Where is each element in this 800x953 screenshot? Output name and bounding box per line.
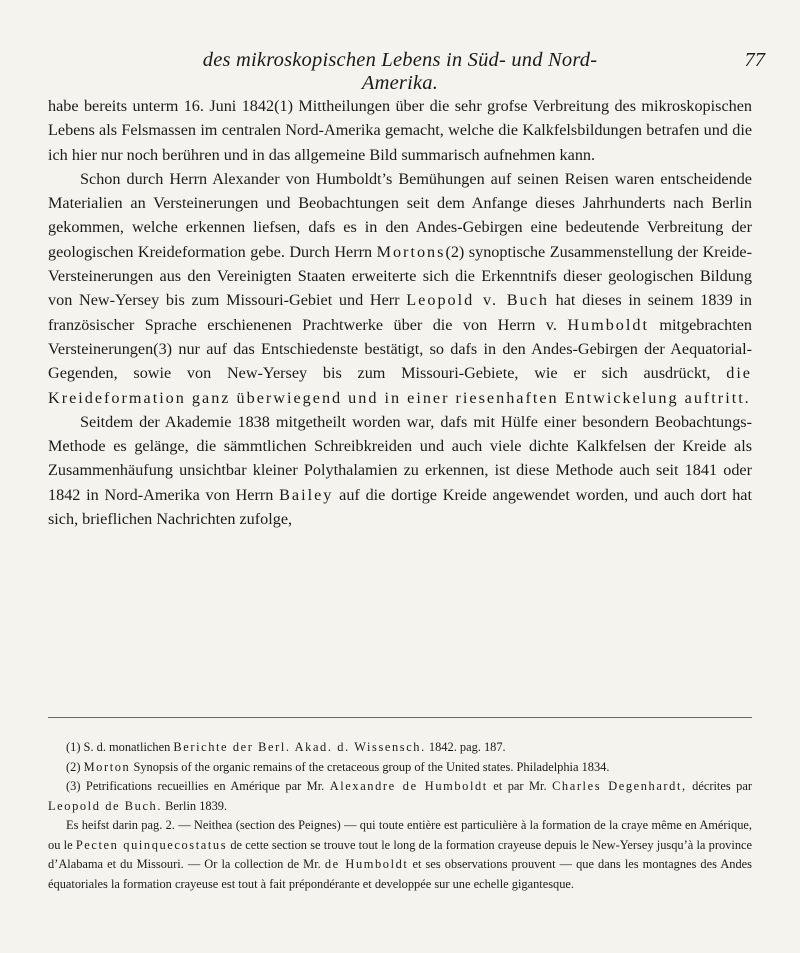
text-run: ( (445, 242, 451, 261)
footnote-separator (48, 717, 752, 718)
author-name: Bailey (279, 485, 334, 504)
paragraph-1 (48, 94, 752, 167)
footnote-2 (48, 758, 752, 778)
footnote-3 (48, 777, 752, 816)
paragraph-3 (48, 410, 752, 531)
author-name: Humboldt (567, 315, 649, 334)
text-run: S. d. monatlichen (80, 740, 174, 754)
running-title: des mikroskopischen Lebens in Süd- und Nord-Amerika. (202, 49, 598, 94)
species-name: Pecten quinquecostatus (75, 837, 228, 852)
paragraph-2 (48, 167, 752, 410)
author-name: Leopold de Buch. (48, 798, 163, 813)
author-name: Mortons (376, 242, 446, 261)
footnote-mark: (2) (66, 759, 81, 774)
footnote-1 (48, 738, 752, 758)
emphasized-quote: die Kreideformation ganz überwiegend und in einer riesenhaften Entwickelung auftritt. (48, 364, 752, 407)
footnote-mark: (1) (66, 740, 81, 754)
text-run: hat dieses in seinem 1839 in französischer Sprache erschienenen Prachtwerke über die von Herrn v. (48, 291, 752, 334)
author-name: Morton (83, 759, 131, 774)
author-name: de Humboldt (324, 857, 409, 871)
footnote-ref: 1 (279, 97, 288, 115)
text-run: ) Mittheilungen über die sehr grofse Verbreitung des mikroskopischen Lebens als Felsmassen im centralen Nord-Amerika gemacht, welche die Kalkfelsbildungen betrafen und die ich hier nur noch berühren und in das allgemeine Bild summarisch aufnehmen kann. (48, 97, 753, 164)
text-run: auf die dortige Kreide angewendet worden, und auch dort hat sich, brieflichen Nachrichten zufolge, (48, 485, 752, 529)
text-run: Petrifications recueillies en Amérique par Mr. (80, 779, 330, 793)
page-number: 77 (744, 49, 765, 71)
text-run: habe bereits unterm 16. Juni 1842( (48, 97, 280, 115)
text-run: Seitdem der Akademie 1838 mitgetheilt worden war, dafs mit Hülfe einer besondern Beobachtungs-Methode es gelänge, die sämmtlichen Schreibkreiden und auch viele dichte Kalkfelsen der Kreide als Zusammenhäufung unsichtbar kleiner Polythalamien zu erkennen, ist diese Methode auch seit 1841 oder 1842 in Nord-Amerika von Herrn (48, 412, 752, 504)
text-run: Es heifst darin pag. 2. — Neithea (section des Peignes) — qui toute entière est particulière à la formation de la craye même en Amérique, ou le (48, 818, 752, 852)
text-run: décrites par (686, 779, 752, 793)
text-run: Synopsis of the organic remains of the cretaceous group of the United states. Philadelphia 1834. (130, 759, 610, 774)
text-run: ) synoptische Zusammenstellung der Kreide-Versteinerungen aus den Vereinigten Staaten erweiterte sich die Erkenntnifs dieser geologischen Bildung von New-Yersey bis zum Missouri-Gebiet und Herr (48, 242, 753, 310)
footnotes (48, 738, 752, 894)
footnote-mark: (3) (66, 779, 81, 793)
text-run: Berlin 1839. (162, 798, 228, 813)
running-header (0, 49, 800, 94)
text-run: et ses observations prouvent — que dans les montagnes des Andes équatoriales la formation crayeuse est tout à fait prépondérante et developpée sur une echelle gigantesque. (48, 857, 752, 891)
journal-name: Berichte der Berl. Akad. d. Wissensch. (173, 740, 426, 754)
author-name: Charles Degenhardt, (552, 779, 687, 793)
text-run: Schon durch Herrn Alexander von Humboldt’s Bemühungen auf seinen Reisen waren entscheidende Materialien an Versteinerungen und Beobachtungen seit dem Anfange dieses Jahrhunderts nach Berlin gekommen, welche erkennen liefsen, dafs es in den Andes-Gebirgen eine bedeutende Verbreitung der geologischen Kreideformation gebe. Durch Herrn (48, 169, 752, 261)
text-run: mitgebrachten Versteinerungen( (48, 315, 753, 358)
main-text (48, 94, 752, 531)
text-run: 1842. pag. 187. (425, 740, 506, 754)
text-run: ) nur auf das Entschiedenste bestätigt, so dafs in den Andes-Gebirgen der Aequatorial-Gegenden, sowie von New-Yersey bis zum Missouri-Gebiete, wie er sich ausdrückt, (48, 339, 752, 383)
text-run: de cette section se trouve tout le long de la formation crayeuse depuis le New-Yersey jusqu’à la province d’Alabama et du Missouri. — Or la collection de Mr. (48, 837, 753, 871)
author-name: Alexandre de Humboldt (329, 779, 488, 793)
footnote-3-continued (48, 816, 752, 894)
author-name: Leopold v. Buch (406, 291, 549, 310)
footnote-ref: 3 (158, 339, 167, 358)
footnote-ref: 2 (450, 242, 459, 261)
text-run: et par Mr. (487, 779, 553, 793)
